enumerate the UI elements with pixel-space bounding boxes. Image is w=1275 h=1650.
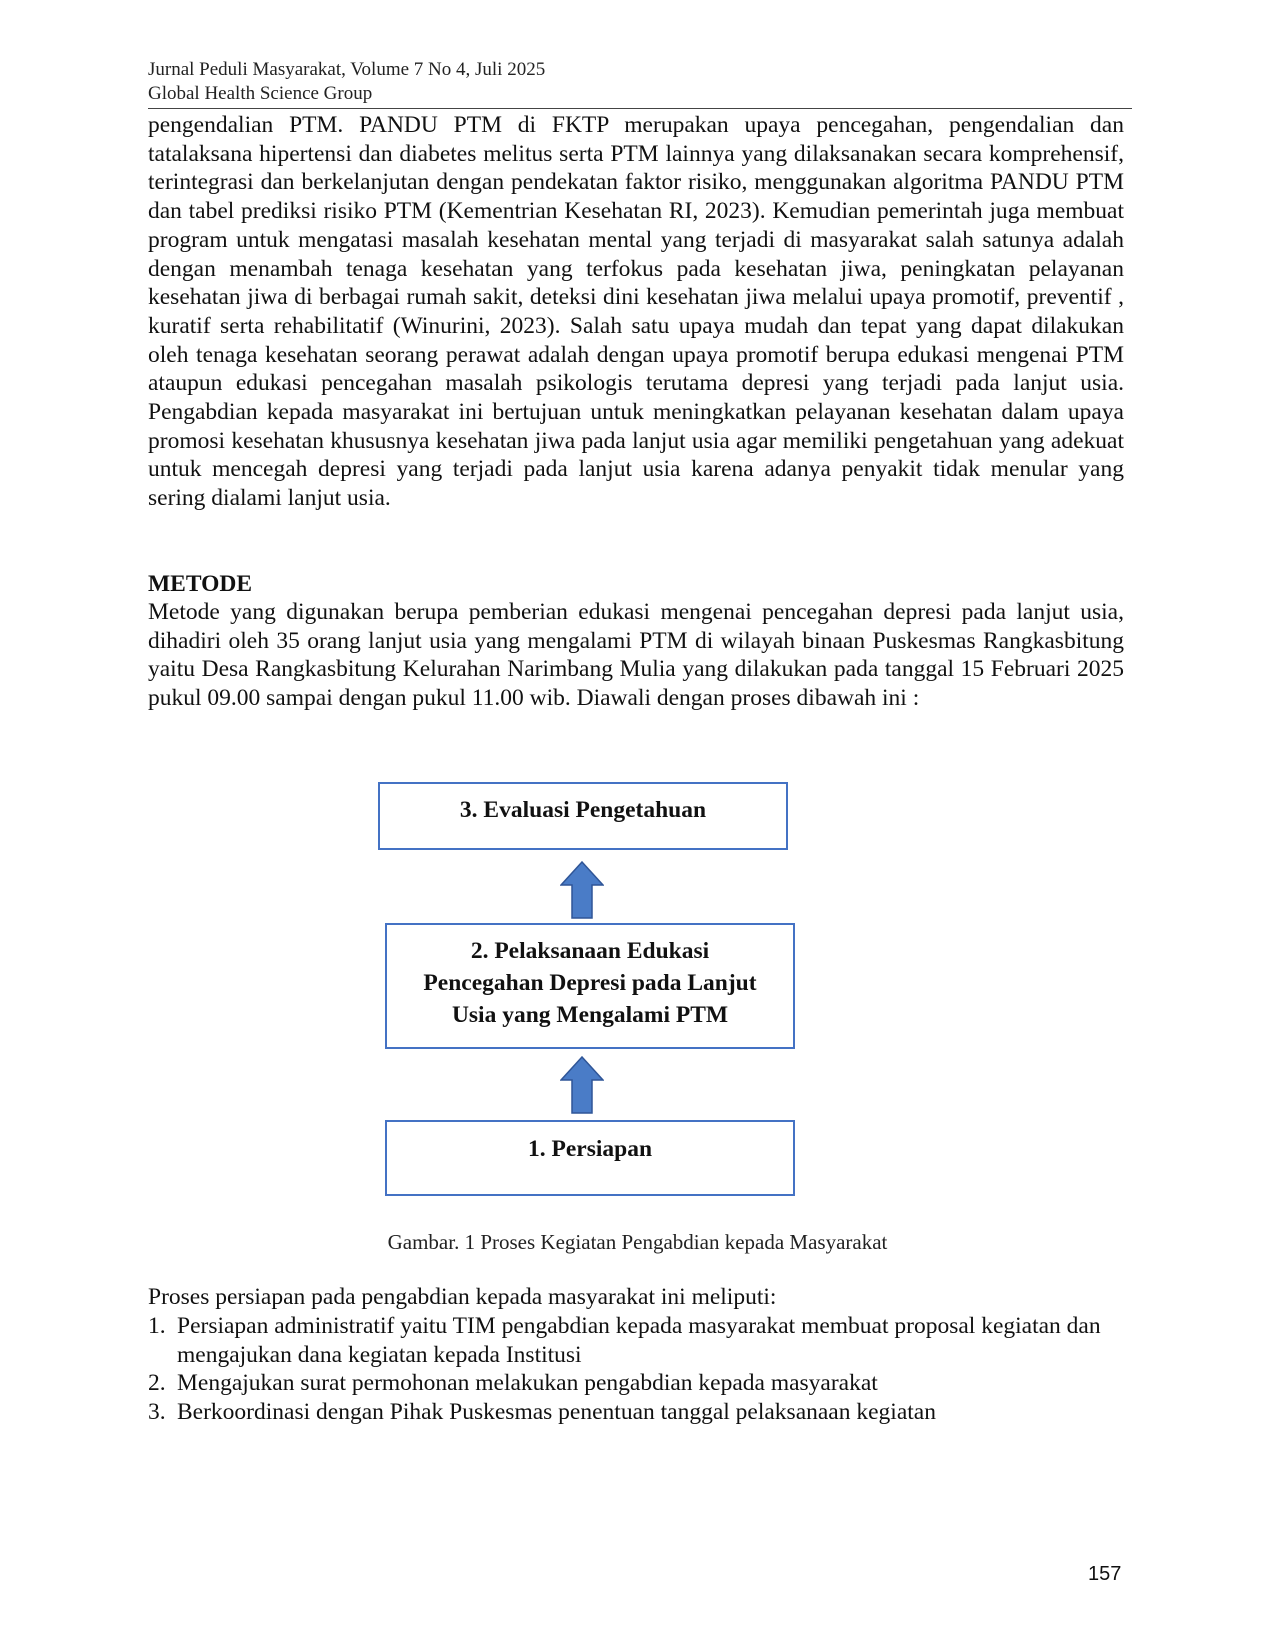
list-item-number: 2. (148, 1370, 166, 1397)
list-item (148, 1398, 1124, 1427)
list-item-number: 3. (148, 1399, 166, 1426)
preparation-steps-list (148, 1312, 1124, 1427)
list-item (148, 1369, 1124, 1398)
steps-intro: Proses persiapan pada pengabdian kepada masyarakat ini meliputi: (148, 1284, 777, 1310)
list-item-text: Persiapan administratif yaitu TIM pengabdian kepada masyarakat membuat proposal kegiatan dan mengajukan dana kegiatan kepada Institusi (177, 1313, 1101, 1368)
method-paragraph: Metode yang digunakan berupa pemberian edukasi mengenai pencegahan depresi pada lanjut usia, dihadiri oleh 35 orang lanjut usia yang mengalami PTM di wilayah binaan Puskesmas Rangkasbitung yaitu Desa Rangkasbitung Kelurahan Narimbang Mulia yang dilakukan pada tanggal 15 Februari 2025 pukul 09.00 sampai dengan pukul 11.00 wib. Diawali dengan proses dibawah ini : (148, 599, 1124, 712)
flow-step-preparation: 1. Persiapan (385, 1120, 795, 1196)
publisher-name: Global Health Science Group (148, 83, 373, 104)
page-number: 157 (1088, 1563, 1122, 1585)
journal-title: Jurnal Peduli Masyarakat, Volume 7 No 4, Juli 2025 (148, 59, 546, 80)
figure-caption: Gambar. 1 Proses Kegiatan Pengabdian kepada Masyarakat (387, 1230, 888, 1254)
list-item (148, 1312, 1124, 1369)
section-heading-metode: METODE (148, 571, 253, 597)
intro-paragraph: pengendalian PTM. PANDU PTM di FKTP merupakan upaya pencegahan, pengendalian dan tatalaksana hipertensi dan diabetes melitus serta PTM lainnya yang dilaksanakan secara komprehensif, terintegrasi dan berkelanjutan dengan pendekatan faktor risiko, menggunakan algoritma PANDU PTM dan tabel prediksi risiko PTM (Kementrian Kesehatan RI, 2023). Kemudian pemerintah juga membuat program untuk mengatasi masalah kesehatan mental yang terjadi di masyarakat salah satunya adalah dengan menambah tenaga kesehatan yang terfokus pada kesehatan jiwa, peningkatan pelayanan kesehatan jiwa di berbagai rumah sakit, deteksi dini kesehatan jiwa melalui upaya promotif, preventif , kuratif serta rehabilitatif (Winurini, 2023). Salah satu upaya mudah dan tepat yang dapat dilakukan oleh tenaga kesehatan seorang perawat adalah dengan upaya promotif berupa edukasi mengenai PTM ataupun edukasi pencegahan masalah psikologis terutama depresi yang terjadi pada lanjut usia. Pengabdian kepada masyarakat ini bertujuan untuk meningkatkan pelayanan kesehatan dalam upaya promosi kesehatan khususnya kesehatan jiwa pada lanjut usia agar memiliki pengetahuan yang adekuat untuk mencegah depresi yang terjadi pada lanjut usia karena adanya penyakit tidak menular yang sering dialami lanjut usia. (148, 112, 1124, 512)
list-item-text: Mengajukan surat permohonan melakukan pengabdian kepada masyarakat (177, 1370, 878, 1397)
header-divider (148, 108, 1132, 109)
up-arrow-icon (560, 1056, 604, 1114)
list-item-number: 1. (148, 1313, 166, 1339)
flow-step-implementation-label: 2. Pelaksanaan Edukasi Pencegahan Depresi pada Lanjut Usia yang Mengalami PTM (423, 938, 757, 1028)
up-arrow-icon (560, 861, 604, 919)
list-item-text: Berkoordinasi dengan Pihak Puskesmas penentuan tanggal pelaksanaan kegiatan (177, 1399, 936, 1426)
flow-step-evaluation: 3. Evaluasi Pengetahuan (378, 782, 788, 850)
running-header (148, 58, 1124, 106)
flow-step-implementation (385, 923, 795, 1049)
